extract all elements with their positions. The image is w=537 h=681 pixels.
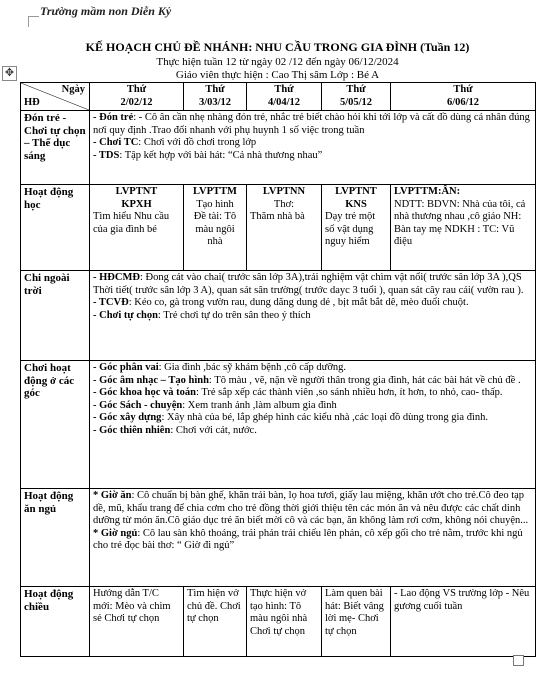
margin-corner-mark — [28, 16, 39, 27]
row-head-don-tre: Đón trẻ - Chơi tự chọn – Thể dục sáng — [21, 111, 90, 185]
choi-goc-content: - Góc phân vai: Gia đình ,bác sỹ khám bệnh ,cô cấp dưỡng. - Góc âm nhạc – Tạo hình: Tô màu , vẽ, nặn về người thân trong gia đình, hát các bài hát về chủ đề . - Góc khoa học và toán: Trẻ sắp xếp các thành viên ,so sánh nhiều hơn, ít hơn, to nhỏ, cao- thấp. - Góc Sách - chuyện: Xem tranh ảnh ,làm album gia đình - Góc xây dựng: Xây nhà của bé, lắp ghép hình các kiểu nhà ,các loại đồ dùng trong gia đình. - Góc thiên nhiên: Chơi với cát, nước. — [90, 361, 536, 489]
table-row — [21, 587, 536, 657]
corner-hd: HĐ — [24, 96, 40, 108]
chieu-cell-fri: - Lao động VS trường lớp - Nêu gương cuối tuần — [391, 587, 536, 657]
row-head-ngoai-troi: Chi ngoài trời — [21, 271, 90, 361]
chieu-cell-thu: Làm quen bài hát: Biết vâng lời mẹ- Chơi tự chọn — [322, 587, 391, 657]
day-header-fri: Thứ 6/06/12 — [391, 83, 536, 111]
table-row — [21, 83, 536, 111]
plan-period: Thực hiện tuần 12 từ ngày 02 /12 đến ngày 06/12/2024 — [156, 56, 399, 68]
table-row — [21, 185, 536, 271]
row-head-an-ngu: Hoạt động ăn ngủ — [21, 489, 90, 587]
plan-teacher: Giáo viên thực hiện : Cao Thị sâm Lớp : Bé A — [175, 69, 380, 81]
an-ngu-content: * Giờ ăn: Cô chuẩn bị bàn ghế, khăn trải bàn, lọ hoa tươi, giấy lau miệng, khăn ướt cho trẻ.Cô đeo tạp dề, mũ, khẩu trang để chia cơm cho trẻ đồng thời giới thiệu tên các món ăn và nêu được các chất dinh dưỡng từ món ăn.Cô giáo dục trẻ ăn biết mời cô và các bạn, ăn không làm rơi cơm, không nói chuyện... * Giờ ngủ: Cô lau sàn khô thoáng, trải phản trải chiếu lên phản, cô xếp gối cho trẻ nằm, trước khi ngủ cho trẻ đọc bài thơ: “ Giờ đi ngủ” — [90, 489, 536, 587]
chieu-cell-mon: Hướng dẫn T/C mới: Mèo và chim sẻ Chơi tự chọn — [90, 587, 184, 657]
table-row — [21, 271, 536, 361]
day-header-mon: Thứ 2/02/12 — [90, 83, 184, 111]
hoc-cell-thu: LVPTNT KNS Dạy trẻ một số vật dụng nguy hiểm — [322, 185, 391, 271]
hoc-cell-wed: LVPTNN Thơ: Thăm nhà bà — [247, 185, 322, 271]
table-resize-handle[interactable] — [513, 655, 524, 666]
row-head-hoat-dong-hoc: Hoạt động học — [21, 185, 90, 271]
chieu-cell-wed: Thực hiện vở tạo hình: Tô màu ngôi nhà Chơi tự chọn — [247, 587, 322, 657]
ngoai-troi-content: - HĐCMĐ: Đong cát vào chai( trước sân lớp 3A),trải nghiệm vật chìm vật nổi( trước sân lớp 3A ),QS Thời tiết( trước sân lớp 3 A), quan sát sân trường( trước dayc 3 tuổi ), quan sát cây rau cải( vườn rau ). - TCVĐ: Kéo co, gà trong vườn rau, dung dăng dung dẻ , bịt mắt bắt dê, mèo đuổi chuột. - Chơi tự chọn: Trẻ chơi tự do trên sân theo ý thích — [90, 271, 536, 361]
plan-title: KẾ HOẠCH CHỦ ĐỀ NHÁNH: NHU CẦU TRONG GIA ĐÌNH (Tuần 12) — [85, 40, 470, 54]
table-move-handle-icon[interactable]: ✥ — [2, 66, 17, 81]
hoc-cell-fri: LVPTTM:ÂN: NDTT: BDVN: Nhà của tôi, cả nhà thương nhau ,cô giáo NH: Bàn tay mẹ NDKH : TC: Vũ điệu — [391, 185, 536, 271]
school-name: Trường mầm non Diễn Kỷ — [40, 4, 172, 18]
day-header-thu: Thứ 5/05/12 — [322, 83, 391, 111]
day-header-wed: Thứ 4/04/12 — [247, 83, 322, 111]
corner-ngay: Ngày — [61, 84, 85, 95]
corner-header-cell — [21, 83, 90, 111]
plan-table — [20, 82, 536, 657]
table-row — [21, 361, 536, 489]
don-tre-content: - Đón trẻ: - Cô ân cần nhẹ nhàng đón trẻ, nhắc trẻ biết chào hỏi khi tới lớp và cất đồ dùng cá nhân đúng nơi quy định .Trao đổi nhanh với phụ huynh 1 số việc trong tuần - Chơi TC: Chơi với đồ chơi trong lớp - TDS: Tập kết hợp với bài hát: “Cả nhà thương nhau” — [90, 111, 536, 185]
row-head-choi-goc: Chơi hoạt động ở các góc — [21, 361, 90, 489]
hoc-cell-tue: LVPTTM Tạo hình Đề tài: Tô màu ngôi nhà — [184, 185, 247, 271]
row-head-chieu: Hoạt động chiều — [21, 587, 90, 657]
table-row — [21, 111, 536, 185]
table-row — [21, 489, 536, 587]
hoc-cell-mon: LVPTNT KPXH Tìm hiểu Nhu cầu của gia đình bé — [90, 185, 184, 271]
chieu-cell-tue: Tìm hiện vở chủ đề. Chơi tự chọn — [184, 587, 247, 657]
day-header-tue: Thứ 3/03/12 — [184, 83, 247, 111]
